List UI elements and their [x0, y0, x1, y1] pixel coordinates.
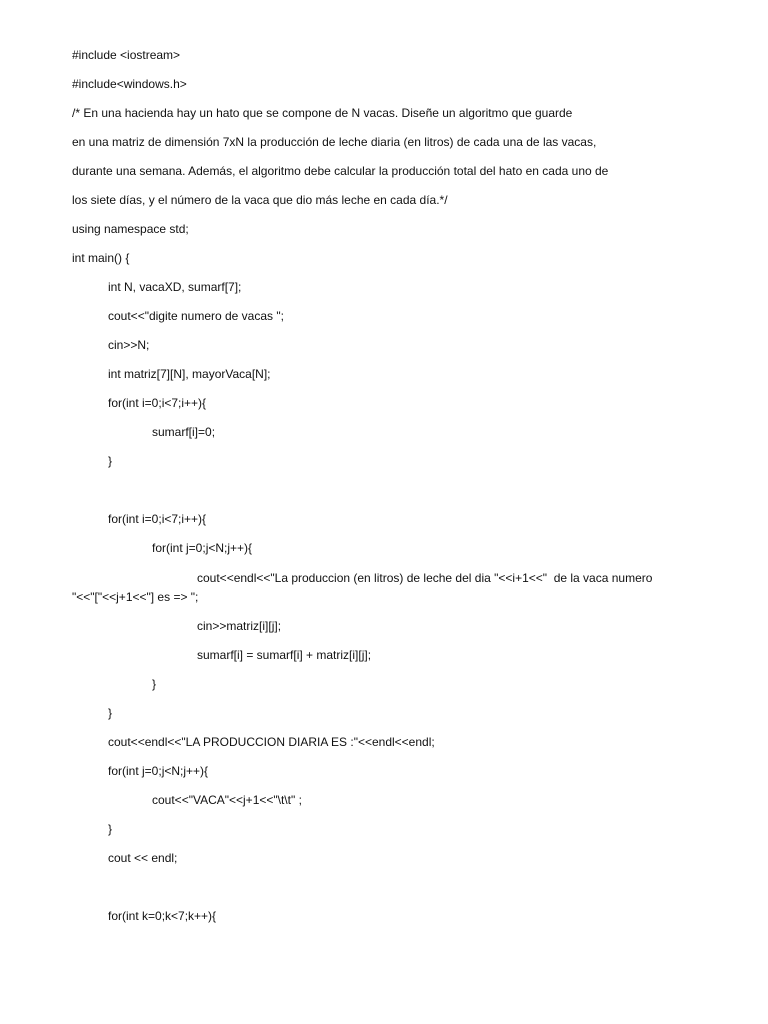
code-line: cin>>matriz[i][j];: [197, 619, 282, 633]
code-line: for(int j=0;j<N;j++){: [152, 541, 253, 555]
code-line: }: [152, 677, 157, 691]
code-line: cout<<"digite numero de vacas ";: [108, 309, 284, 323]
code-line: for(int i=0;i<7;i++){: [108, 396, 207, 410]
comment-line: durante una semana. Además, el algoritmo debe calcular la producción total del hato en cada uno de: [72, 164, 609, 178]
code-line: using namespace std;: [72, 222, 189, 236]
code-line: sumarf[i]=0;: [152, 425, 216, 439]
code-line: for(int k=0;k<7;k++){: [108, 909, 217, 923]
code-line: cin>>N;: [108, 338, 150, 352]
comment-line: en una matriz de dimensión 7xN la producción de leche diaria (en litros) de cada una de las vacas,: [72, 135, 597, 149]
code-line: cout<<"VACA"<<j+1<<"\t\t" ;: [152, 793, 302, 807]
code-line: for(int i=0;i<7;i++){: [108, 512, 207, 526]
code-line: "<<"["<<j+1<<"] es => ";: [72, 590, 199, 604]
code-line: }: [108, 454, 113, 468]
code-line: #include<windows.h>: [72, 77, 187, 91]
code-line: for(int j=0;j<N;j++){: [108, 764, 209, 778]
comment-line: /* En una hacienda hay un hato que se compone de N vacas. Diseñe un algoritmo que guarde: [72, 106, 573, 120]
code-line: sumarf[i] = sumarf[i] + matriz[i][j];: [197, 648, 372, 662]
code-line: int main() {: [72, 251, 130, 265]
code-line: cout<<endl<<"La produccion (en litros) de leche del dia "<<i+1<<" de la vaca numero: [197, 571, 653, 585]
code-line: }: [108, 706, 113, 720]
code-line: #include <iostream>: [72, 48, 181, 62]
code-line: }: [108, 822, 113, 836]
code-line: cout << endl;: [108, 851, 178, 865]
code-line: int N, vacaXD, sumarf[7];: [108, 280, 242, 294]
comment-line: los siete días, y el número de la vaca que dio más leche en cada día.*/: [72, 193, 448, 207]
code-line: cout<<endl<<"LA PRODUCCION DIARIA ES :"<<endl<<endl;: [108, 735, 435, 749]
code-line: int matriz[7][N], mayorVaca[N];: [108, 367, 271, 381]
